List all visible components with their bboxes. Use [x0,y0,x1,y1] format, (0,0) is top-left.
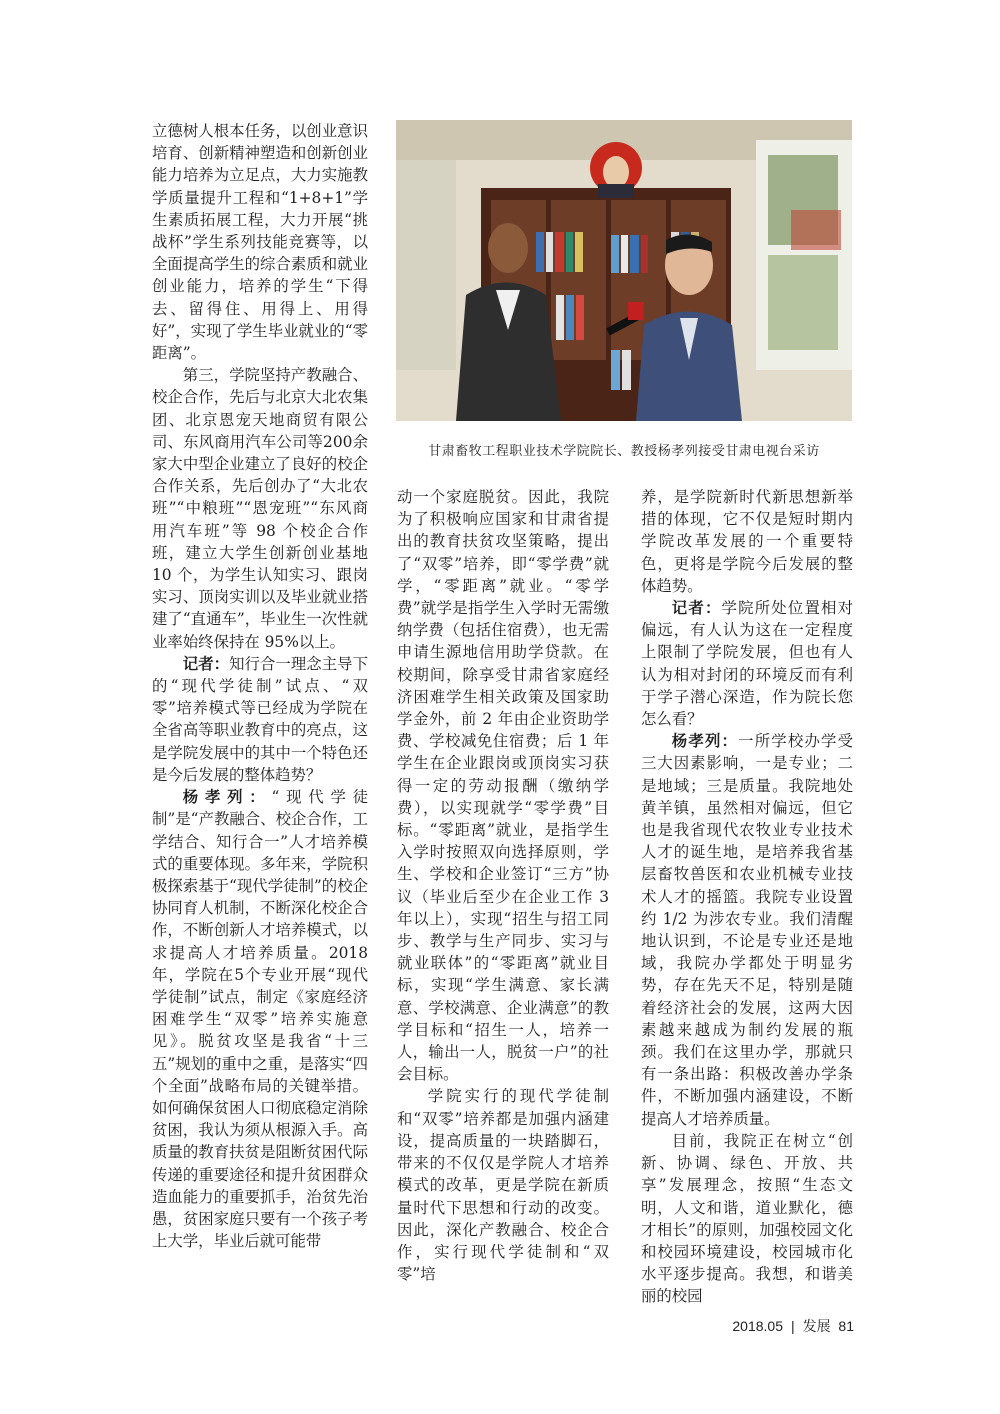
answer-paragraph: 杨孝列：“现代学徒制”是“产教融合、校企合作，工学结合、知行合一”人才培养模式的重要体现。多年来，学院积极探索基于“现代学徒制”的校企协同育人机制，不断深化校企合作，不断创新人才培养模式，以求提高人才培养质量。2018年，学院在5个专业开展“现代学徒制”试点，制定《家庭经济困难学生“双零”培养实施意见》。脱贫攻坚是我省“十三五”规划的重中之重，是落实“四个全面”战略布局的关键举措。如何确保贫困人口彻底稳定消除贫困，我认为须从根源入手。高质量的教育扶贫是阻断贫困代际传递的重要途径和提升贫困群众造血能力的重要抓手，治贫先治愚，贫困家庭只要有一个孩子考上大学，毕业后就可能带 [152,788,368,1251]
paragraph: 第三，学院坚持产教融合、校企合作，先后与北京大北农集团、北京恩宠天地商贸有限公司、东风商用汽车公司等200余家大中型企业建立了良好的校企合作关系，先后创办了“大北农班”“中粮班”“恩宠班”“东风商用汽车班”等 98 个校企合作班，建立大学生创新创业基地 10 个，为学生认知实习、跟岗实习、顶岗实训以及毕业就业搭建了“直通车”，毕业生一次性就业率始终保持在 95%以上。 [152,366,368,651]
question-paragraph: 记者：学院所处位置相对偏远，有人认为这在一定程度上限制了学院发展，但也有人认为相对封闭的环境反而有利于学子潜心深造，作为院长您怎么看？ [641,599,853,729]
section-name: 发展 [802,1318,831,1334]
text-column-2 [397,486,609,1292]
text-column-1 [152,120,368,1290]
answer-paragraph: 杨孝列：一所学校办学受三大因素影响，一是专业；二是地域；三是质量。我院地处黄羊镇，虽然相对偏远，但它也是我省现代农牧业专业技术人才的诞生地，是培养我省基层畜牧兽医和农业机械专业技术人才的摇篮。我院专业设置约 1/2 为涉农专业。我们清醒地认识到，不论是专业还是地域，我院办学都处于明显劣势，存在先天不足，特别是随着经济社会的发展，这两大因素越来越成为制约发展的瓶颈。我们在这里办学，那就只有一条出路：积极改善办学条件，不断加强内涵建设，不断提高人才培养质量。 [641,732,853,1128]
speaker-label: 记者： [182,654,230,673]
speaker-label: 记者： [671,599,722,618]
issue-date: 2018.05 [732,1318,783,1334]
speaker-label: 杨孝列： [182,788,272,807]
text-column-3 [641,486,853,1306]
paragraph: 养，是学院新时代新思想新举措的体现，它不仅是短时期内学院改革发展的一个重要特色，更将是学院今后发展的整体趋势。 [641,488,853,595]
interview-photo [396,120,852,421]
footer-separator: | [791,1318,795,1334]
paragraph: 立德树人根本任务，以创业意识培育、创新精神塑造和创新创业能力培养为立足点，大力实施教学质量提升工程和“1+8+1”学生素质拓展工程，大力开展“挑战杯”学生系列技能竞赛等，以全面提高学生的综合素质和就业创业能力，培养的学生“下得去、留得住、用得上、用得好”，实现了学生毕业就业的“零距离”。 [152,122,368,363]
page-footer [732,1316,854,1336]
paragraph: 目前，我院正在树立“创新、协调、绿色、开放、共享”发展理念，按照“生态文明，人文和谐，道业默化，德才相长”的原则，加强校园文化和校园环境建设，校园城市化水平逐步提高。我想，和谐美丽的校园 [641,1131,853,1306]
speaker-label: 杨孝列： [671,732,739,751]
paragraph: 学院实行的现代学徒制和“双零”培养都是加强内涵建设，提高质量的一块踏脚石，带来的不仅仅是学院人才培养模式的改革，更是学院在新质量时代下思想和行动的改变。因此，深化产教融合、校企合作，实行现代学徒制和“双零”培 [397,1087,609,1284]
question-paragraph: 记者：知行合一理念主导下的“现代学徒制”试点、“双零”培养模式等已经成为学院在全省高等职业教育中的亮点，这是学院发展中的其中一个特色还是今后发展的整体趋势？ [152,654,368,784]
paragraph: 动一个家庭脱贫。因此，我院为了积极响应国家和甘肃省提出的教育扶贫攻坚策略，提出了“双零”培养，即“零学费”就学，“零距离”就业。“零学费”就学是指学生入学时无需缴纳学费（包括住宿费），也无需申请生源地信用助学贷款。在校期间，除享受甘肃省家庭经济困难学生相关政策及国家助学金外，前 2 年由企业资助学费、学校减免住宿费；后 1 年学生在企业跟岗或顶岗实习获得一定的劳动报酬（缴纳学费），以实现就学“零学费”目标。“零距离”就业，是指学生入学时按照双向选择原则，学生、学校和企业签订“三方”协议（毕业后至少在企业工作 3 年以上），实现“招生与招工同步、教学与生产同步、实习与就业联体”的“零距离”就业目标，实现“学生满意、家长满意、学校满意、企业满意”的教学目标和“招生一人，培养一人，输出一人，脱贫一户”的社会目标。 [397,488,609,1084]
page-number: 81 [838,1318,854,1334]
photo-caption: 甘肃畜牧工程职业技术学院院长、教授杨孝列接受甘肃电视台采访 [428,444,820,459]
